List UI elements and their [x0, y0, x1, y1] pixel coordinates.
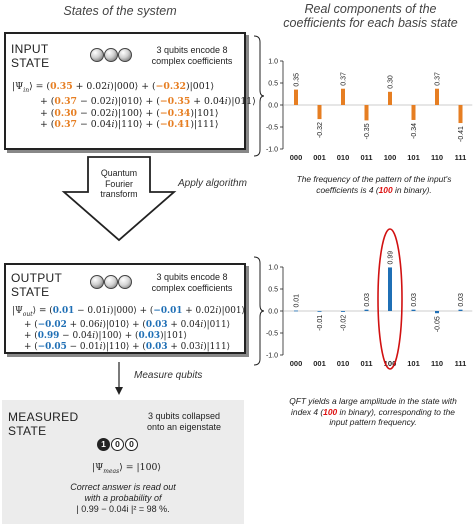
measured-text-line3: | 0.99 − 0.04i |² = 98 %.: [76, 504, 170, 514]
x-category-label: 110: [430, 153, 444, 162]
bar-value-label: 0.03: [364, 293, 371, 307]
left-heading-text: States of the system: [63, 4, 177, 18]
input-state-equation: $|\Psi_{in}⟩ = (0.35$ + 0.02i)|000⟩ + (−0.32)|001⟩ + (0.37 − 0.02i)|010⟩ + (−0.35 + 0.04i)|011⟩ + (0.30 − 0.02i)|100⟩ + (−0.34)|101⟩ + (0.37 − 0.04i)|110⟩ + (−0.41)|111⟩: [12, 81, 256, 131]
x-category-label: 101: [407, 359, 420, 368]
qubit-sphere-icon: [90, 48, 104, 62]
input-note-highlight: 100: [378, 184, 393, 195]
bar-value-label: -0.05: [434, 316, 442, 333]
measured-title-line1: MEASURED: [8, 410, 79, 424]
y-tick-label: -0.5: [265, 124, 278, 132]
x-category-label: 010: [336, 153, 350, 162]
input-state-description: [140, 45, 244, 66]
bar-value-label: -0.32: [317, 122, 324, 139]
measure-qubits-label: [134, 370, 202, 382]
measured-state-equation: $|\Psi_{meas}⟩$ = |100⟩: [92, 462, 162, 475]
y-tick-label: -0.5: [265, 330, 278, 338]
qubit-sphere-icon: [90, 275, 104, 289]
y-tick-label: -1.0: [265, 146, 278, 154]
bar-value-label: 0.30: [387, 75, 395, 89]
input-note-line2: [276, 185, 472, 196]
output-note-highlight: 100: [323, 406, 338, 417]
qubit-zero-value: 0: [129, 439, 134, 449]
bar-value-label: -0.41: [458, 126, 465, 143]
bar: [388, 267, 392, 311]
bar: [412, 105, 416, 120]
input-state-box: [4, 32, 256, 150]
y-tick-label: -1.0: [265, 352, 278, 360]
input-title-line1: INPUT: [11, 42, 49, 56]
input-desc-line1: 3 qubits encode 8: [156, 45, 228, 55]
qubit-one-icon: [97, 438, 110, 451]
qubit-sphere-icon: [104, 48, 118, 62]
measured-desc-line1: 3 qubits collapsed: [147, 411, 221, 421]
output-state-title: [11, 271, 62, 299]
bar: [294, 311, 298, 312]
output-brace: [254, 257, 264, 365]
bar: [365, 105, 369, 120]
qubit-zero-value: 0: [115, 439, 120, 449]
bar-value-label: -0.34: [411, 122, 418, 139]
y-tick-label: 1.0: [268, 264, 278, 272]
output-note-line2: [272, 407, 474, 418]
bar-value-label: -0.02: [340, 314, 348, 331]
x-category-label: 001: [313, 153, 326, 162]
measured-probability-text: [6, 482, 240, 515]
input-desc-line2: complex coefficients: [151, 55, 233, 66]
x-category-label: 100: [383, 153, 397, 162]
bar: [388, 92, 392, 105]
output-note-line3: input pattern frequency.: [329, 417, 417, 427]
qubit-one-value: 1: [101, 439, 106, 449]
measured-state-description: [132, 411, 236, 432]
x-category-label: 000: [289, 359, 303, 368]
bar-value-label: 0.37: [340, 72, 348, 86]
measured-title-line2: STATE: [8, 424, 47, 438]
y-tick-label: 0.0: [268, 308, 278, 316]
output-desc-line1: 3 qubits encode 8: [156, 272, 228, 282]
x-category-label: 101: [407, 153, 420, 162]
right-heading-line1: Real components of the: [304, 2, 437, 16]
qft-label-line2: Fourier: [105, 178, 133, 189]
qubit-sphere-icon: [118, 275, 132, 289]
x-category-label: 000: [289, 153, 303, 162]
apply-algorithm-label: [178, 178, 247, 190]
measured-text-line1: Correct answer is read out: [70, 482, 176, 492]
x-category-label: 010: [336, 359, 350, 368]
output-state-equation: $|\Psi_{out}⟩ = (0.01$ − 0.01i)|000⟩ + (−0.01 + 0.02i)|001⟩ + (−0.02 + 0.06i)|010⟩ + (0.03 + 0.04i)|011⟩ + (0.99 − 0.04i)|100⟩ + (0.03)|101⟩ + (−0.05 − 0.01i)|110⟩ + (0.03 + 0.03i)|111⟩: [12, 306, 246, 352]
bar-value-label: 0.37: [434, 72, 442, 86]
qubit-zero-icon: [125, 438, 138, 451]
bar: [341, 89, 345, 105]
bar: [435, 89, 439, 105]
input-note-line2-b: in binary).: [392, 184, 432, 195]
qft-label-line3: transform: [100, 189, 138, 199]
qft-label-line1: Quantum: [100, 168, 138, 178]
x-category-label: 011: [360, 359, 373, 368]
output-desc-line2: complex coefficients: [151, 282, 233, 293]
x-category-label: 011: [360, 153, 373, 162]
output-title-line2: STATE: [11, 285, 50, 299]
bar-value-label: 0.03: [458, 293, 465, 307]
qft-label: [86, 168, 152, 200]
output-note-line2-b: in binary), corresponding to the: [337, 406, 455, 417]
bar-value-label: 0.03: [411, 293, 418, 307]
right-heading-line2: coefficients for each basis state: [283, 16, 458, 30]
measured-desc-line2: onto an eigenstate: [146, 421, 222, 432]
input-state-title: [11, 42, 49, 70]
bar-value-label: -0.01: [317, 314, 324, 331]
measured-state-title: [8, 410, 78, 438]
output-title-line1: OUTPUT: [11, 271, 63, 285]
bar: [365, 310, 369, 311]
measure-qubits-text: Measure qubits: [134, 370, 203, 381]
input-note-line2-a: coefficients is 4 (: [316, 184, 379, 195]
x-category-label: 001: [313, 359, 326, 368]
bar-value-label: 0.99: [387, 250, 395, 265]
output-chart-note: [272, 396, 474, 428]
input-chart-note: [276, 174, 472, 195]
bar: [294, 90, 298, 105]
bar: [318, 311, 322, 312]
output-state-box: [4, 263, 246, 354]
measure-arrowhead: [115, 387, 123, 395]
x-category-label: 111: [454, 153, 467, 162]
qubit-sphere-icon: [118, 48, 132, 62]
bar: [341, 311, 345, 312]
y-tick-label: 0.5: [268, 286, 278, 294]
x-category-label: 100: [383, 359, 397, 368]
y-tick-label: 0.5: [268, 80, 278, 88]
bar: [435, 311, 439, 313]
apply-algorithm-text: Apply algorithm: [178, 178, 247, 189]
input-title-line2: STATE: [11, 56, 50, 70]
qubit-sphere-icon: [104, 275, 118, 289]
output-state-description: [140, 272, 244, 293]
x-category-label: 110: [430, 359, 444, 368]
measured-state-box: [2, 400, 244, 524]
y-tick-label: 0.0: [268, 102, 278, 110]
measured-text-line2: with a probability of: [84, 493, 162, 503]
bar: [318, 105, 322, 119]
qubit-zero-icon: [111, 438, 124, 451]
x-category-label: 111: [454, 359, 467, 368]
bar: [412, 310, 416, 311]
output-coefficients-chart: [266, 229, 472, 369]
input-coefficients-chart: [266, 59, 472, 163]
bar: [459, 105, 463, 123]
y-tick-label: 1.0: [268, 58, 278, 66]
bar-value-label: -0.35: [364, 123, 371, 140]
output-note-line1: QFT yields a large amplitude in the state with: [289, 396, 457, 406]
input-note-line1: The frequency of the pattern of the input's: [296, 174, 452, 184]
bar: [459, 310, 463, 311]
bar-value-label: 0.35: [293, 72, 301, 87]
output-note-line2-a: index 4 (: [291, 406, 324, 417]
bar-value-label: 0.01: [293, 293, 301, 308]
